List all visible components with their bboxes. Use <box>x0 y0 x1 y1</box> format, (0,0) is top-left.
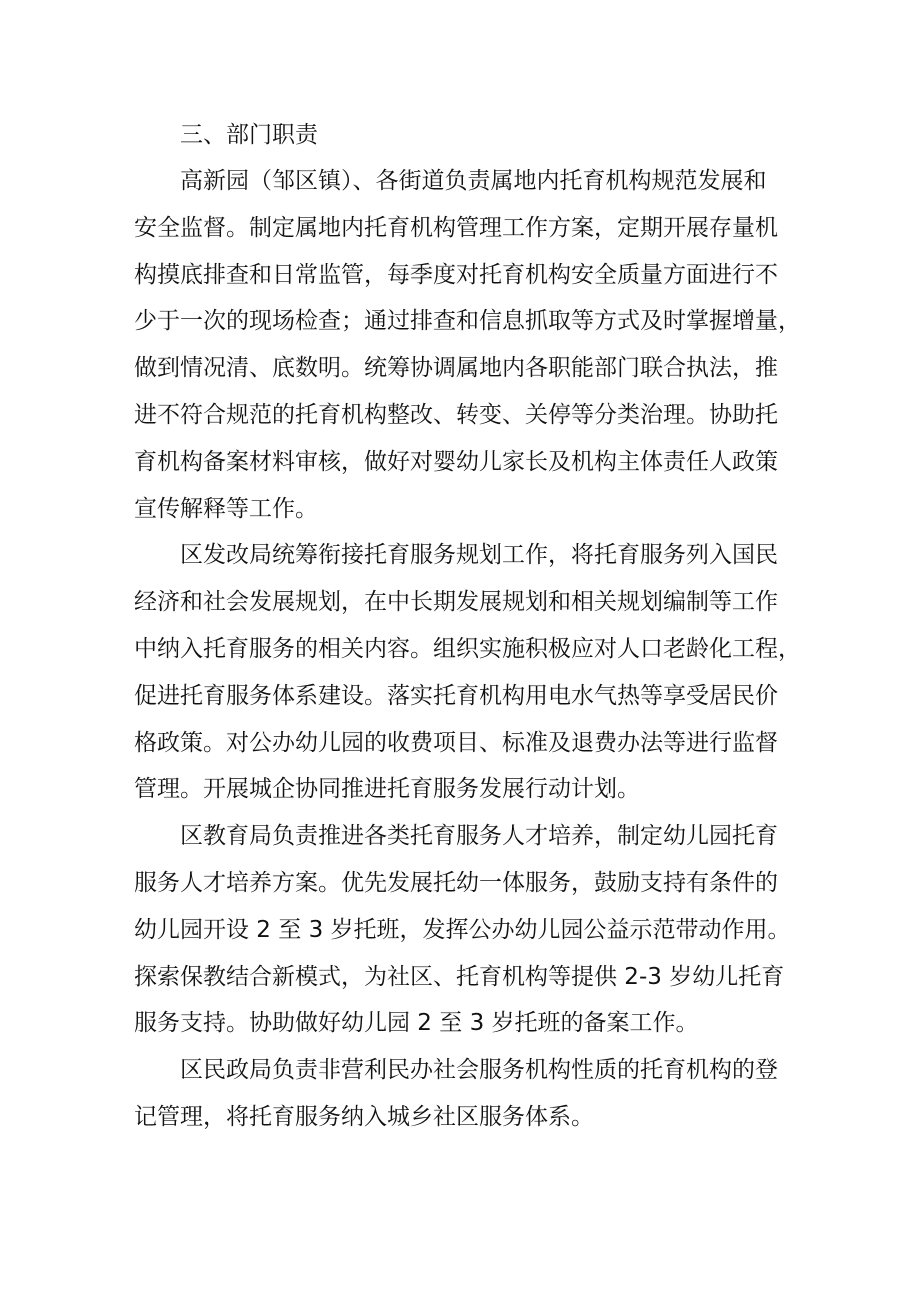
text-line: 格政策。对公办幼儿园的收费项目、标准及退费办法等进行监督 <box>134 729 778 756</box>
text-line: 幼儿园开设 2 至 3 岁托班，发挥公办幼儿园公益示范带动作用。 <box>134 916 791 943</box>
section-heading: 三、部门职责 <box>180 122 318 148</box>
text-line: 管理。开展城企协同推进托育服务发展行动计划。 <box>134 776 640 803</box>
text-line: 中纳入托育服务的相关内容。组织实施积极应对人口老龄化工程， <box>134 635 801 662</box>
text-line: 区发改局统筹衔接托育服务规划工作，将托育服务列入国民 <box>180 542 778 569</box>
text-line: 服务支持。协助做好幼儿园 2 至 3 岁托班的备案工作。 <box>134 1010 699 1037</box>
text-line: 做到情况清、底数明。统筹协调属地内各职能部门联合执法，推 <box>134 355 778 382</box>
text-line: 经济和社会发展规划，在中长期发展规划和相关规划编制等工作 <box>134 589 778 616</box>
text-line: 区教育局负责推进各类托育服务人才培养，制定幼儿园托育 <box>180 823 778 850</box>
text-line: 安全监督。制定属地内托育机构管理工作方案，定期开展存量机 <box>134 214 778 241</box>
text-line: 构摸底排查和日常监管，每季度对托育机构安全质量方面进行不 <box>134 261 778 288</box>
text-line: 探索保教结合新模式，为社区、托育机构等提供 2-3 岁幼儿托育 <box>134 963 785 990</box>
paragraph-township-duties <box>134 158 801 532</box>
text-line: 服务人才培养方案。优先发展托幼一体服务，鼓励支持有条件的 <box>134 869 778 896</box>
text-line: 育机构备案材料审核，做好对婴幼儿家长及机构主体责任人政策 <box>134 448 778 475</box>
text-line: 宣传解释等工作。 <box>134 495 318 522</box>
paragraph-education-duties <box>134 813 794 1047</box>
text-line: 少于一次的现场检查；通过排查和信息抓取等方式及时掌握增量， <box>134 308 801 335</box>
paragraph-development-reform-duties <box>134 532 801 813</box>
text-line: 促进托育服务体系建设。落实托育机构用电水气热等享受居民价 <box>134 682 778 709</box>
text-line: 区民政局负责非营利民办社会服务机构性质的托育机构的登 <box>180 1057 778 1084</box>
paragraph-civil-affairs-duties <box>134 1047 794 1141</box>
document-body <box>134 112 801 1141</box>
text-line: 高新园（邹区镇）、各街道负责属地内托育机构规范发展和 <box>180 168 767 194</box>
text-line: 进不符合规范的托育机构整改、转变、关停等分类治理。协助托 <box>134 401 778 428</box>
text-line: 记管理，将托育服务纳入城乡社区服务体系。 <box>134 1103 594 1130</box>
